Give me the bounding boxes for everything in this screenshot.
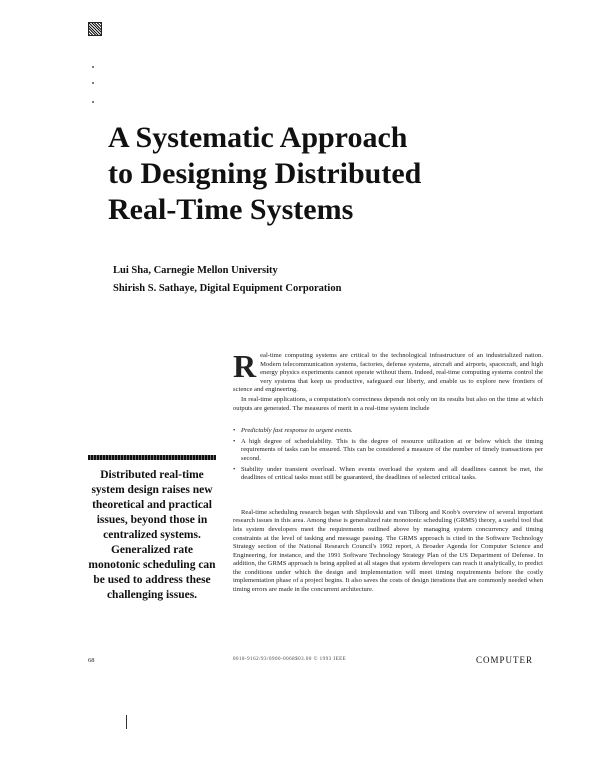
title-line: to Designing Distributed [108,157,422,190]
scan-speck [92,66,94,68]
pull-quote: Distributed real-time system design raises new theoretical and practical issues, beyond those in centralized systems. Generalized rate monotonic scheduling can be used to address these challenging issues. [88,469,216,601]
article-title [108,120,528,228]
title-line: A Systematic Approach [108,121,408,154]
page-number: 68 [88,657,95,664]
list-item: • Predictably fast response to urgent events. [233,427,543,436]
magazine-name: COMPUTER [476,655,534,665]
list-item: • Stability under transient overload. When events overload the system and all deadlines cannot be met, the deadlines of critical tasks must still be guaranteed, the deadlines of selected critical tasks. [233,466,543,483]
list-item: • A high degree of schedulability. This is the degree of resource utilization at or below which the timing requirements of tasks can be ensured. This can be considered a measure of the number of timely transactions per second. [233,438,543,464]
body-paragraph: In real-time applications, a computation's correctness depends not only on its results but also on the time at which outputs are generated. The measures of merit in a real-time system include [233,395,543,412]
drop-cap: R [233,348,257,384]
intro-paragraph [233,348,543,395]
scan-speck [92,101,94,103]
journal-citation: 0018-9162/93/0900-0068$03.00 © 1993 IEEE [233,657,347,662]
author-list [113,262,513,298]
author-line: Lui Sha, Carnegie Mellon University [113,265,278,276]
scan-speck [92,82,94,84]
article-body [233,348,543,596]
intro-text: eal-time computing systems are critical to the technological infrastructure of an industrialized nation. Modern telecommunication systems, factories, defense systems, aircraft and airports, spacecraft, and high energy physics experiments cannot operate without them. Indeed, real-time computing systems control the very systems that keep us productive, safeguard our liberty, and enable us to explore new frontiers of science and engineering. [233,352,543,394]
body-paragraph: Real-time scheduling research began with Shpilovski and van Tilborg and Koob's overview of several important research issues in this area. Among these is generalized rate monotonic scheduling (GRMS) theory, a useful tool that lets system developers meet the requirements outlined above by managing system concurrency and timing constraints at the level of tasking and message passing. The GRMS approach is cited in the Software Technology Strategy section of the National Research Council's 1992 report, A Broader Agenda for Computer Science and Engineering, for instance, and the 1991 Software Technology Strategy Plan of the US Department of Defense. In addition, the GRMS approach is being applied at all stages that system developers can reach it analytically, to predict the conditions under which the design and implementation will meet timing requirements before the costly implementation phase of a project begins. It also saves the costs of design iterations that are commonly needed when timing errors are made in the concurrent architecture. [233,508,543,594]
pull-quote-rule [88,455,216,460]
author-line: Shirish S. Sathaye, Digital Equipment Corporation [113,283,342,294]
margin-tick [126,715,127,729]
corner-registration-mark [88,22,102,36]
title-line: Real-Time Systems [108,193,354,226]
merit-list [233,427,543,483]
